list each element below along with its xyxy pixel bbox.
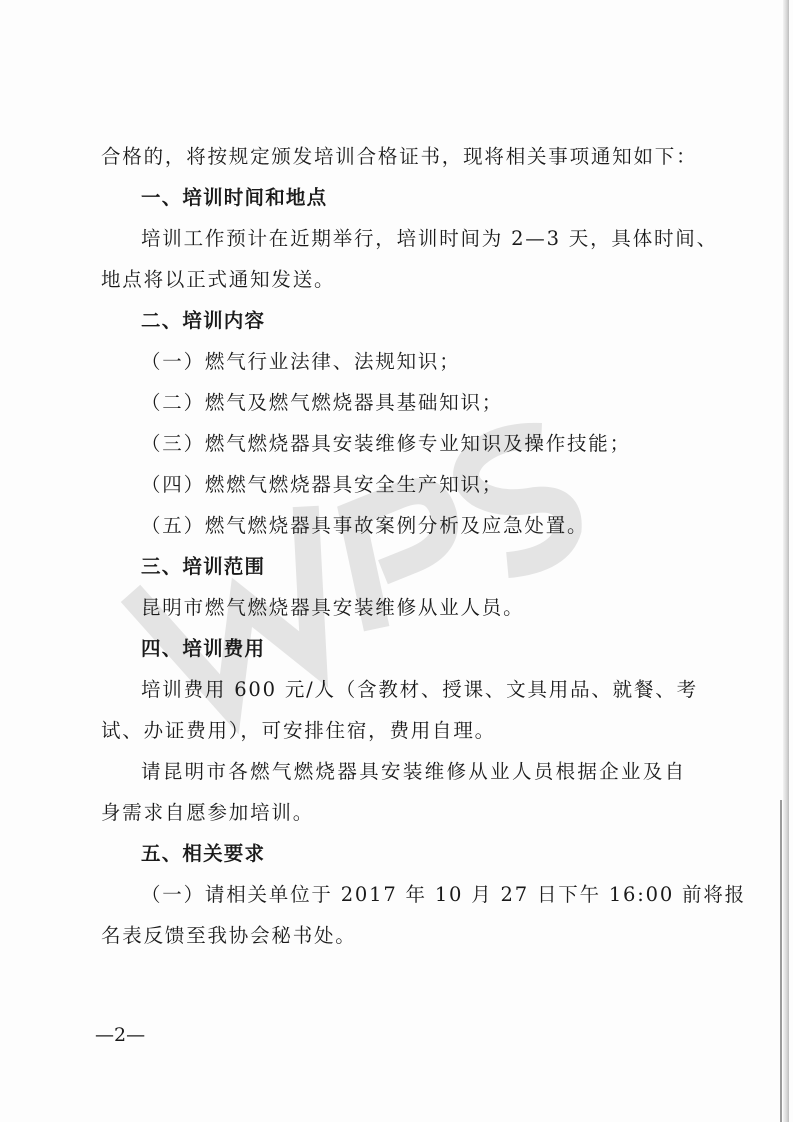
page-number: —2— xyxy=(95,1024,146,1046)
page-edge-shadow xyxy=(783,0,789,1122)
list-item: （一）燃气行业法律、法规知识； xyxy=(141,350,461,373)
section-heading-1: 一、培训时间和地点 xyxy=(141,186,328,209)
page-edge-line xyxy=(780,800,782,1122)
paragraph-line: 培训费用 600 元/人（含教材、授课、文具用品、就餐、考 xyxy=(141,678,698,701)
paragraph-line: 试、办证费用），可安排住宿，费用自理。 xyxy=(101,719,496,742)
list-item: （三）燃气燃烧器具安装维修专业知识及操作技能； xyxy=(141,432,631,455)
section-heading-2: 二、培训内容 xyxy=(141,309,266,332)
watermark-text: WPS xyxy=(105,380,144,399)
paragraph-line: 合格的，将按规定颁发培训合格证书，现将相关事项通知如下： xyxy=(101,145,698,168)
list-item: （五）燃气燃烧器具事故案例分析及应急处置。 xyxy=(141,514,589,537)
paragraph-line: 请昆明市各燃气燃烧器具安装维修从业人员根据企业及自 xyxy=(141,760,686,783)
list-item: （四）燃燃气燃烧器具安全生产知识； xyxy=(141,473,504,496)
list-item: （二）燃气及燃气燃烧器具基础知识； xyxy=(141,391,504,414)
paragraph-line: 地点将以正式通知发送。 xyxy=(101,268,336,291)
section-heading-5: 五、相关要求 xyxy=(141,842,266,865)
document-body xyxy=(101,145,746,967)
section-heading-3: 三、培训范围 xyxy=(141,555,266,578)
paragraph-line: 名表反馈至我协会秘书处。 xyxy=(101,924,357,947)
paragraph-line: 昆明市燃气燃烧器具安装维修从业人员。 xyxy=(141,596,525,619)
section-heading-4: 四、培训费用 xyxy=(141,637,266,660)
paragraph-line: 身需求自愿参加培训。 xyxy=(101,801,315,824)
paragraph-line: （一）请相关单位于 2017 年 10 月 27 日下午 16:00 前将报 xyxy=(141,883,746,906)
paragraph-line: 培训工作预计在近期举行，培训时间为 2—3 天，具体时间、 xyxy=(141,227,718,250)
